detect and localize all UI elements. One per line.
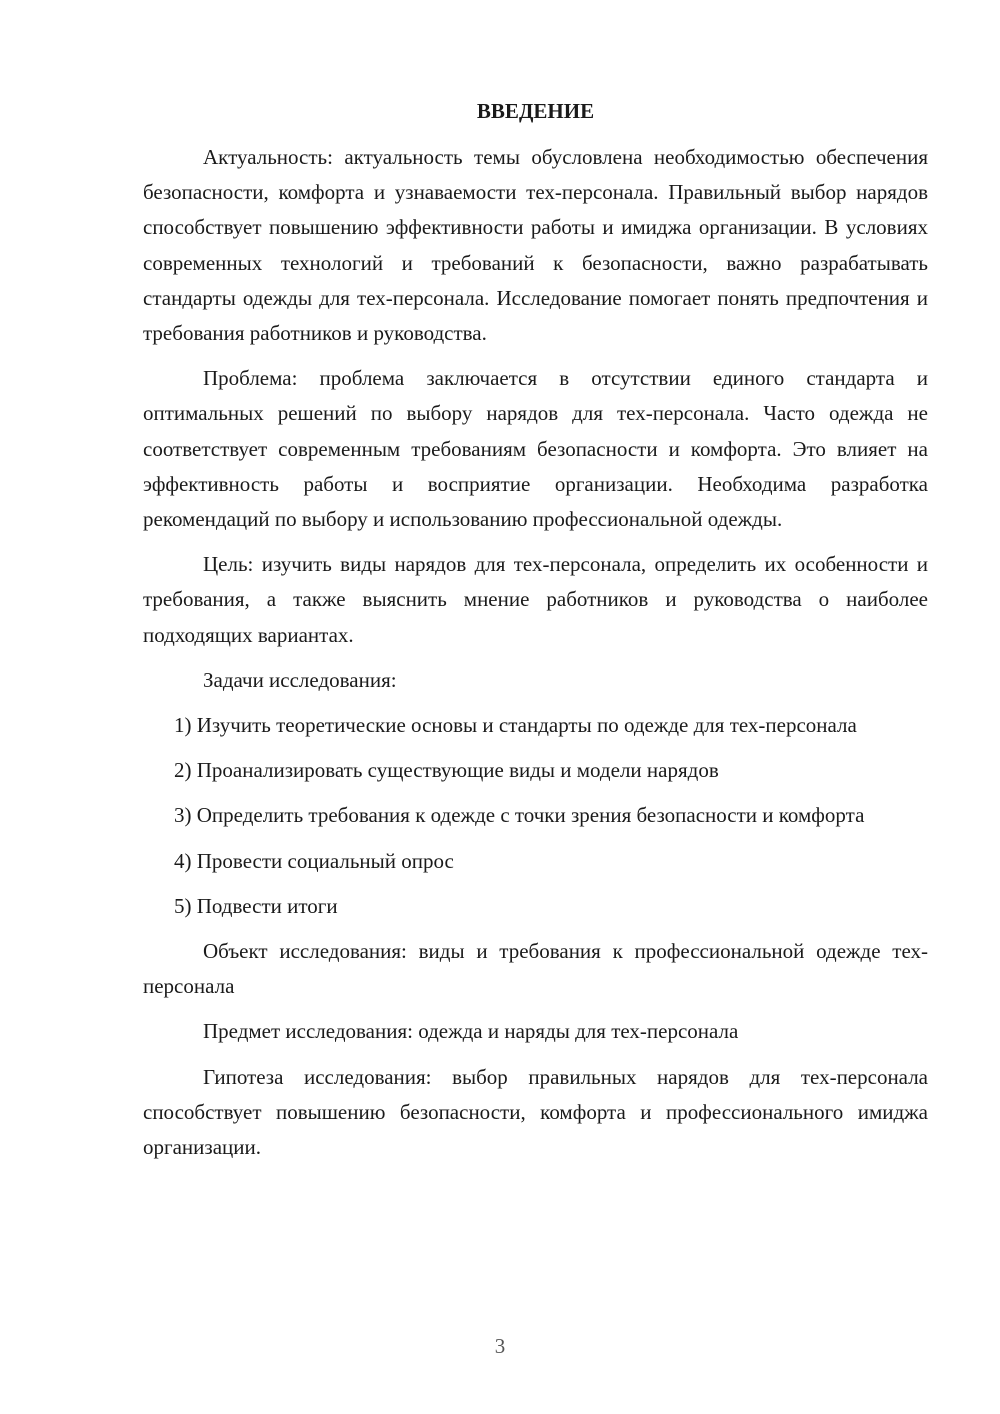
document-page — [143, 96, 928, 1175]
hypothesis-paragraph: Гипотеза исследования: выбор правильных нарядов для тех-персонала способствует повышению безопасности, комфорта и профессионального имиджа организации. — [143, 1064, 928, 1160]
object-paragraph: Объект исследования: виды и требования к профессиональной одежде тех-персонала — [143, 939, 928, 999]
page-title: ВВЕДЕНИЕ — [476, 99, 595, 123]
task-item-2: 2) Проанализировать существующие виды и модели нарядов — [174, 758, 719, 783]
page-number: 3 — [494, 1334, 506, 1358]
goal-paragraph: Цель: изучить виды нарядов для тех-персонала, определить их особенности и требования, а также выяснить мнение работников и руководства о наиболее подходящих вариантах. — [143, 552, 928, 647]
subject-paragraph: Предмет исследования: одежда и наряды для тех-персонала — [203, 1019, 739, 1044]
relevance-paragraph: Актуальность: актуальность темы обусловлена необходимостью обеспечения безопасности, комфорта и узнаваемости тех-персонала. Правильный выбор нарядов способствует повышению эффективности работы и имиджа организации. В условиях современных технологий и требований к безопасности, важно разрабатывать стандарты одежды для тех-персонала. Исследование помогает понять предпочтения и требования работников и руководства. — [143, 145, 928, 346]
task-item-5: 5) Подвести итоги — [174, 893, 338, 918]
tasks-heading: Задачи исследования: — [203, 667, 397, 692]
task-item-3: 3) Определить требования к одежде с точки зрения безопасности и комфорта — [174, 803, 865, 828]
task-item-1: 1) Изучить теоретические основы и стандарты по одежде для тех-персонала — [174, 713, 857, 738]
task-item-4: 4) Провести социальный опрос — [174, 848, 454, 873]
problem-paragraph: Проблема: проблема заключается в отсутствии единого стандарта и оптимальных решений по выбору нарядов для тех-персонала. Часто одежда не соответствует современным требованиям безопасности и комфорта. Это влияет на эффективность работы и восприятие организации. Необходима разработка рекомендаций по выбору и использованию профессиональной одежды. — [143, 366, 928, 532]
